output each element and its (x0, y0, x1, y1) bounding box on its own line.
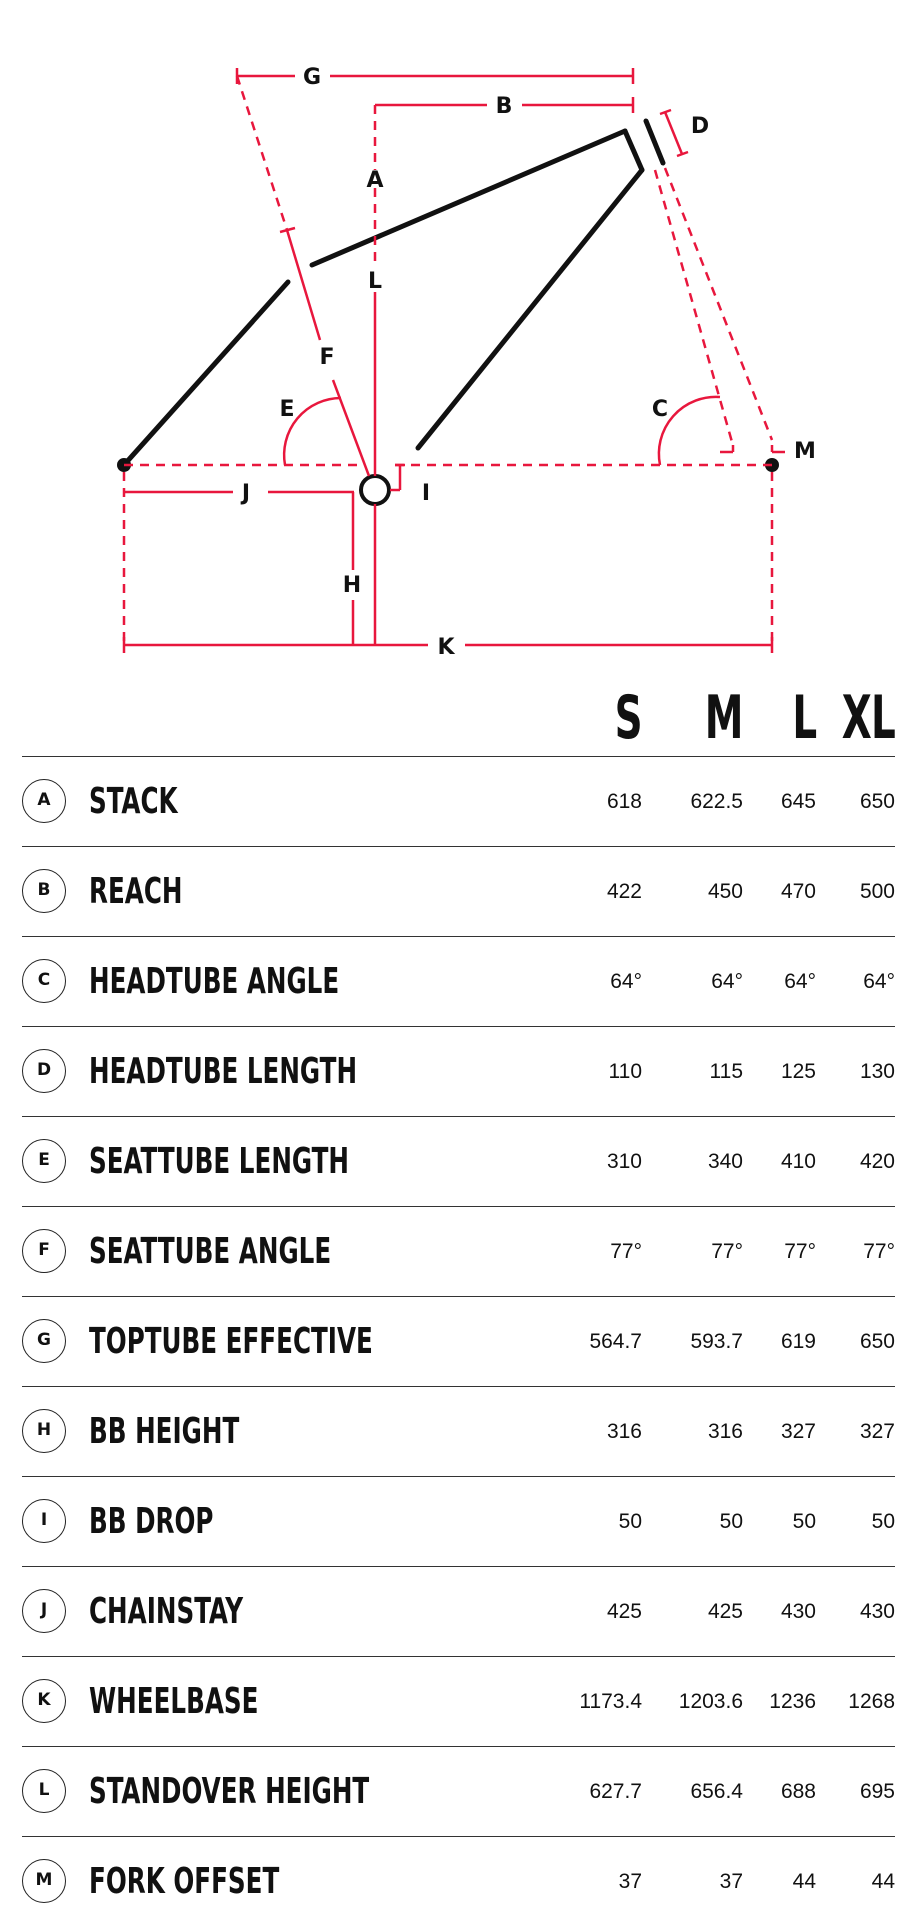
head-tube-front (646, 121, 663, 163)
size-header-row (22, 680, 895, 756)
bike-frame (117, 121, 779, 504)
row-letter-badge: M (22, 1859, 66, 1903)
value-size-s: 425 (606, 1600, 642, 1623)
size-header-m: M (705, 683, 743, 753)
row-measurement-name: WHEELBASE (89, 1681, 259, 1722)
label-c: C (651, 397, 669, 422)
value-size-s: 564.7 (589, 1330, 642, 1353)
size-header-s: S (614, 683, 642, 753)
value-size-m: 622.5 (690, 790, 743, 813)
table-row (22, 756, 895, 846)
value-size-m: 64° (711, 970, 743, 993)
geometry-table (22, 680, 895, 1926)
label-l: L (367, 269, 383, 294)
value-size-l: 327 (780, 1420, 816, 1443)
value-size-l: 64° (784, 970, 816, 993)
value-size-m: 450 (707, 880, 743, 903)
table-row (22, 1656, 895, 1746)
row-letter-badge: I (22, 1499, 66, 1543)
row-letter-badge: F (22, 1229, 66, 1273)
value-size-s: 422 (606, 880, 642, 903)
row-measurement-name: HEADTUBE LENGTH (89, 1051, 358, 1092)
value-size-s: 1173.4 (579, 1690, 642, 1713)
label-k: K (437, 635, 455, 660)
bottom-bracket (361, 476, 389, 504)
value-size-s: 110 (608, 1060, 642, 1083)
value-size-xl: 64° (863, 970, 895, 993)
row-measurement-name: REACH (89, 871, 183, 912)
label-a: A (366, 168, 384, 193)
value-size-s: 37 (618, 1870, 642, 1893)
table-row (22, 1836, 895, 1926)
row-measurement-name: SEATTUBE LENGTH (89, 1141, 350, 1182)
row-letter-badge: H (22, 1409, 66, 1453)
value-size-m: 50 (719, 1510, 743, 1533)
size-header-xl: XL (841, 683, 895, 753)
value-size-m: 316 (707, 1420, 743, 1443)
label-d: D (690, 114, 710, 139)
value-size-xl: 130 (859, 1060, 895, 1083)
table-row (22, 1026, 895, 1116)
value-size-xl: 327 (859, 1420, 895, 1443)
value-size-l: 125 (780, 1060, 816, 1083)
value-size-xl: 695 (859, 1780, 895, 1803)
row-measurement-name: BB DROP (89, 1501, 214, 1542)
label-h: H (342, 573, 362, 598)
table-row (22, 936, 895, 1026)
table-row (22, 1386, 895, 1476)
value-size-l: 44 (792, 1870, 816, 1893)
row-letter-badge: E (22, 1139, 66, 1183)
table-row (22, 1476, 895, 1566)
value-size-s: 64° (610, 970, 642, 993)
row-letter-badge: C (22, 959, 66, 1003)
row-letter-badge: B (22, 869, 66, 913)
value-size-l: 619 (780, 1330, 816, 1353)
label-e: E (279, 397, 295, 422)
top-tube (312, 131, 625, 265)
row-measurement-name: STANDOVER HEIGHT (89, 1771, 370, 1812)
geometry-rows (22, 756, 895, 1926)
table-row (22, 1296, 895, 1386)
row-measurement-name: TOPTUBE EFFECTIVE (89, 1321, 373, 1362)
head-tube-rear (625, 131, 642, 170)
value-size-s: 50 (618, 1510, 642, 1533)
label-j: J (241, 481, 251, 506)
value-size-s: 310 (606, 1150, 642, 1173)
value-size-xl: 1268 (848, 1690, 895, 1713)
label-f: F (319, 345, 335, 370)
row-letter-badge: K (22, 1679, 66, 1723)
value-size-m: 593.7 (690, 1330, 743, 1353)
label-g: G (302, 65, 322, 90)
dimension-labels (240, 65, 816, 660)
value-size-l: 688 (780, 1780, 816, 1803)
down-tube (418, 170, 642, 448)
value-size-s: 627.7 (589, 1780, 642, 1803)
dimension-lines (124, 68, 785, 653)
value-size-l: 77° (784, 1240, 816, 1263)
value-size-m: 1203.6 (678, 1690, 743, 1713)
table-row (22, 846, 895, 936)
row-letter-badge: D (22, 1049, 66, 1093)
value-size-xl: 44 (871, 1870, 895, 1893)
row-measurement-name: BB HEIGHT (89, 1411, 240, 1452)
row-letter-badge: L (22, 1769, 66, 1813)
value-size-xl: 650 (859, 790, 895, 813)
label-i: I (421, 481, 431, 506)
value-size-s: 316 (606, 1420, 642, 1443)
row-letter-badge: A (22, 779, 66, 823)
label-b: B (495, 94, 513, 119)
chainstay-tube (124, 282, 288, 465)
row-measurement-name: STACK (89, 781, 178, 822)
row-letter-badge: G (22, 1319, 66, 1363)
row-measurement-name: HEADTUBE ANGLE (89, 961, 340, 1002)
value-size-s: 77° (610, 1240, 642, 1263)
value-size-m: 656.4 (690, 1780, 743, 1803)
table-row (22, 1116, 895, 1206)
row-letter-badge: J (22, 1589, 66, 1633)
value-size-xl: 50 (871, 1510, 895, 1533)
value-size-xl: 650 (859, 1330, 895, 1353)
value-size-l: 430 (780, 1600, 816, 1623)
table-row (22, 1206, 895, 1296)
table-row (22, 1566, 895, 1656)
value-size-l: 470 (780, 880, 816, 903)
value-size-xl: 430 (859, 1600, 895, 1623)
value-size-xl: 77° (863, 1240, 895, 1263)
value-size-m: 115 (709, 1060, 743, 1083)
table-row (22, 1746, 895, 1836)
frame-geometry-diagram (0, 0, 917, 680)
value-size-l: 410 (780, 1150, 816, 1173)
value-size-xl: 420 (859, 1150, 895, 1173)
value-size-m: 425 (707, 1600, 743, 1623)
label-m: M (794, 439, 816, 464)
value-size-l: 1236 (769, 1690, 816, 1713)
row-measurement-name: CHAINSTAY (89, 1591, 244, 1632)
size-header-l: L (791, 683, 816, 753)
value-size-l: 645 (780, 790, 816, 813)
value-size-s: 618 (606, 790, 642, 813)
row-measurement-name: FORK OFFSET (89, 1861, 280, 1902)
value-size-xl: 500 (859, 880, 895, 903)
row-measurement-name: SEATTUBE ANGLE (89, 1231, 332, 1272)
value-size-m: 37 (719, 1870, 743, 1893)
value-size-m: 77° (711, 1240, 743, 1263)
value-size-m: 340 (707, 1150, 743, 1173)
value-size-l: 50 (792, 1510, 816, 1533)
